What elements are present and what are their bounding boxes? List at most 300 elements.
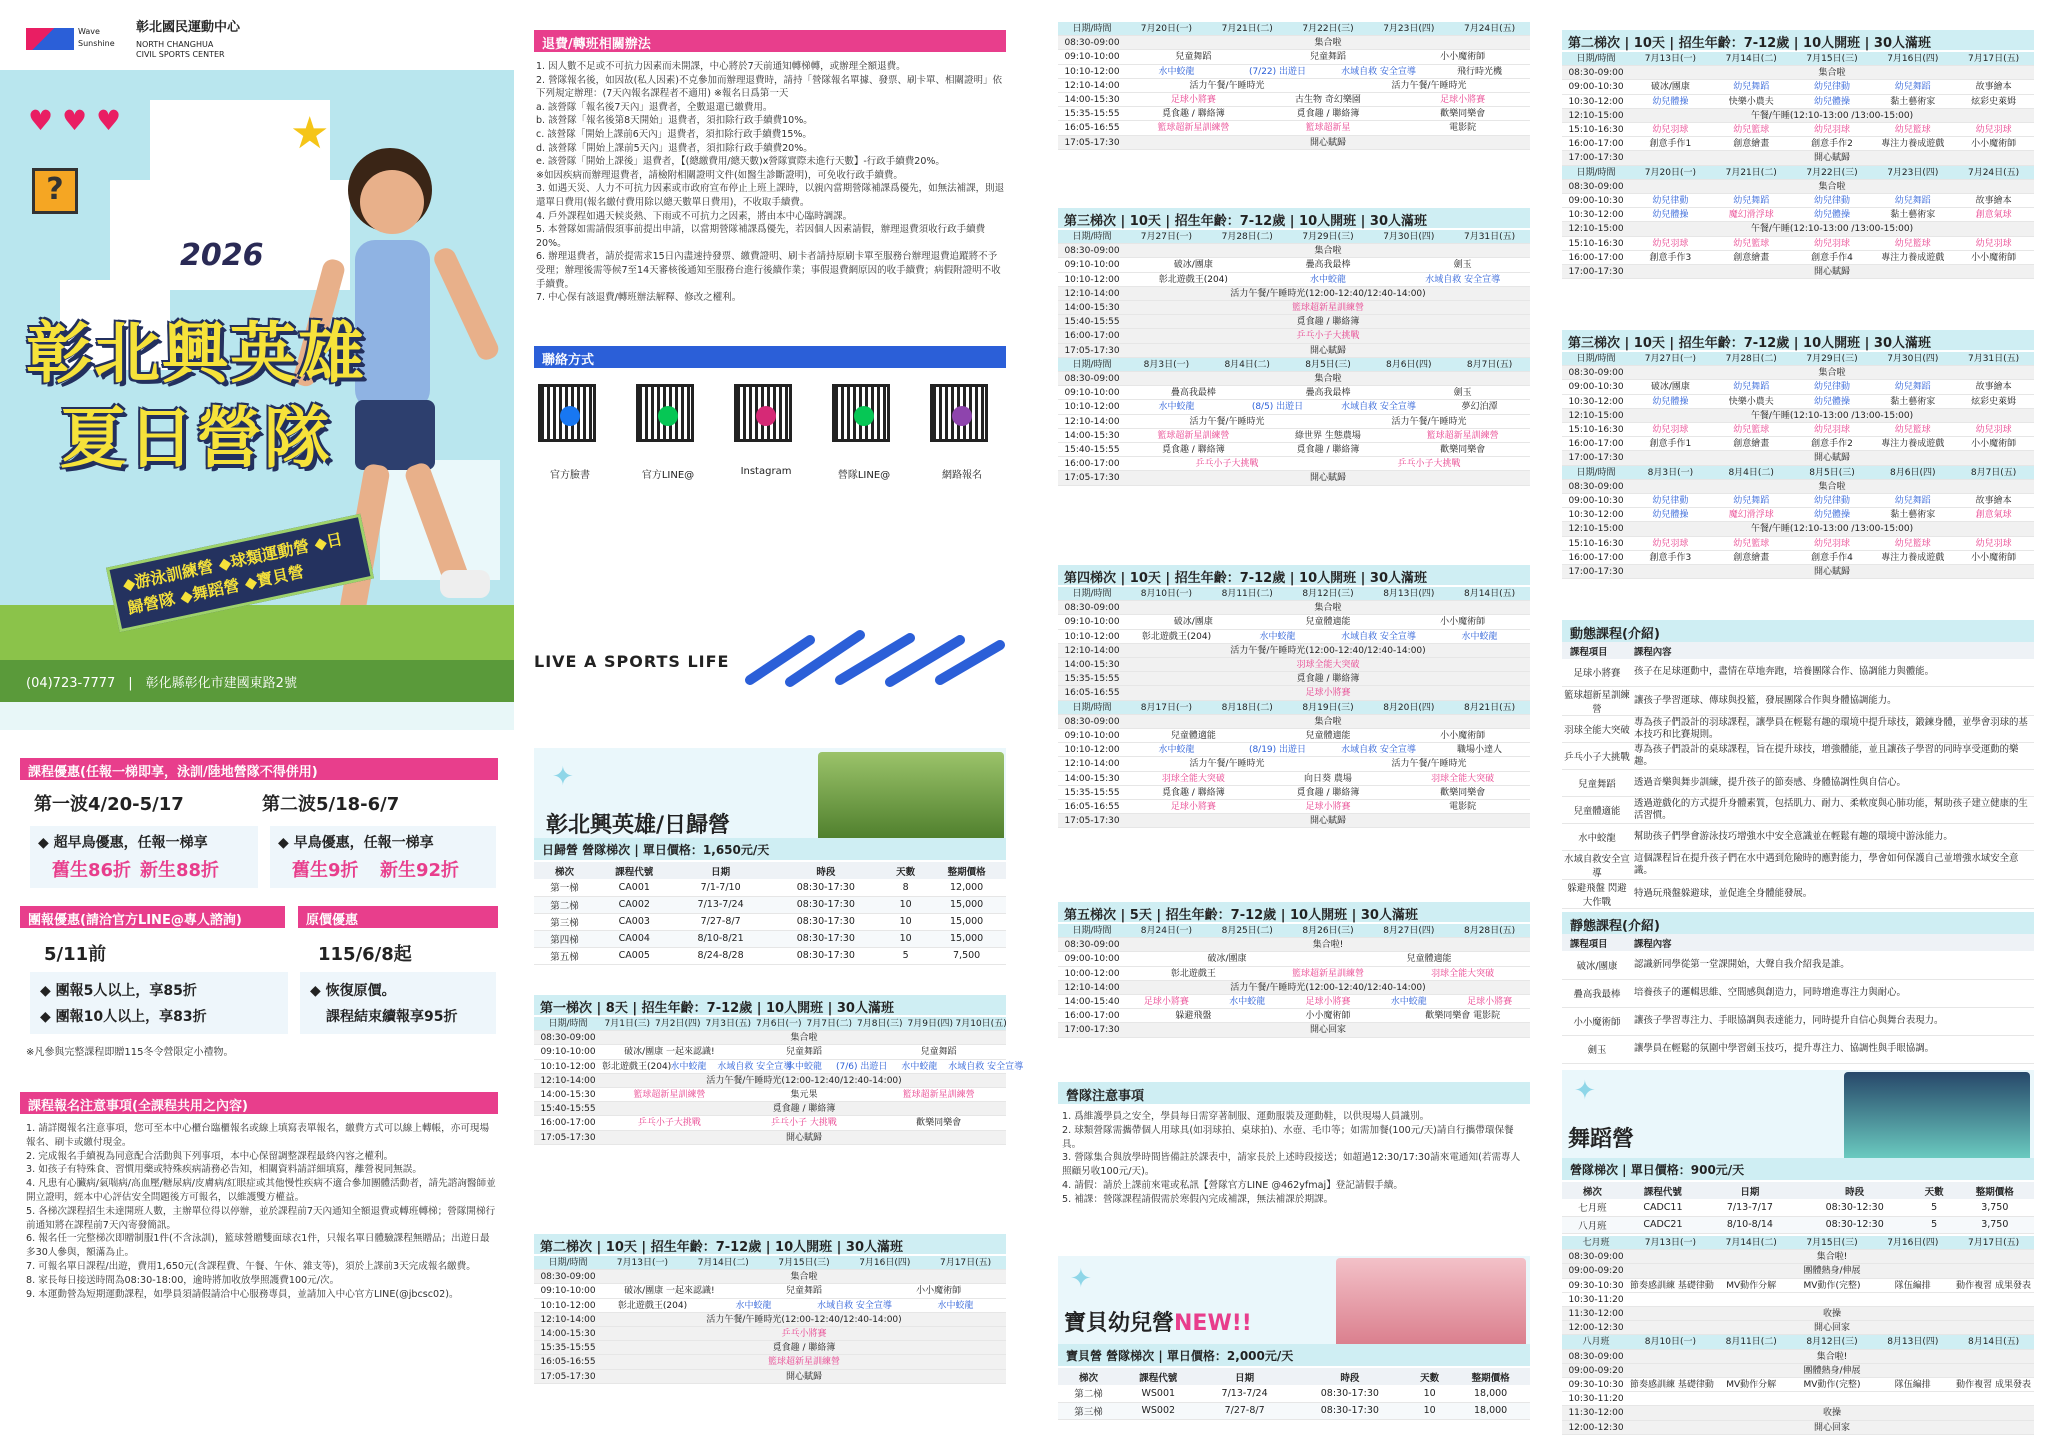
table-row — [534, 913, 1006, 930]
activity-cell: 小小魔術師 — [1971, 252, 2017, 263]
time-cell: 16:00-17:00 — [1064, 459, 1120, 470]
table-cell: 08:30-17:30 — [796, 899, 855, 910]
activity-cell: 專注力養成遊戲 — [1881, 439, 1945, 450]
schedule-row — [1562, 95, 2034, 109]
schedule-row — [1058, 772, 1530, 786]
time-cell: 14:00-15:30 — [1064, 95, 1120, 105]
poster-year: 2026 — [180, 238, 264, 273]
table-cell: 7/13-7/24 — [697, 899, 744, 910]
schedule-header-row — [534, 1256, 1006, 1270]
activity-cell: 創意繪畫 — [1733, 252, 1770, 263]
early-new: 新生92折 — [380, 860, 460, 881]
schedule-row — [1058, 967, 1530, 981]
time-cell: 08:30-09:00 — [1568, 1252, 1624, 1263]
early-bird-old: 舊生86折 — [52, 860, 132, 881]
table-row — [1562, 769, 2034, 796]
schedule-header-row — [1562, 466, 2034, 480]
schedule-header-row — [1562, 52, 2034, 66]
table-cell: 3,750 — [1981, 1219, 2009, 1230]
time-cell: 08:30-09:00 — [1568, 481, 1624, 492]
header-cell: 7月31日(五) — [1967, 354, 2020, 364]
activity-cell: 彰北遊戲王(204) — [1158, 274, 1228, 285]
refund-item: 2. 營隊報名後，如因故(私人因素)不克參加而辦理退費時，請持「營隊報名單據、發票、刷卡單、相關證明」依下列規定辦理：(7天內報名課程者不適用) ※報名日爲第一天 — [536, 74, 1002, 100]
activity-cell: 水中蛟龍 — [1309, 274, 1346, 285]
table-row — [1562, 715, 2034, 742]
time-cell: 15:40-15:55 — [1064, 445, 1120, 455]
dance-camp-table — [1562, 1182, 2034, 1234]
brush-stroke-decoration — [740, 620, 1010, 690]
early-old: 舊生9折 — [292, 860, 359, 881]
poster-title-line2: 夏日營隊 — [60, 400, 332, 477]
course-table — [1562, 642, 2034, 909]
schedule-row — [1562, 208, 2034, 222]
activity-cell: 籃球超新星訓練營 — [1291, 968, 1364, 979]
header-cell: 8月7日(五) — [1466, 359, 1513, 370]
activity-cell: 足球小將賽 — [1305, 802, 1351, 812]
table-cell: 7/27-8/7 — [1224, 1405, 1265, 1416]
activity-cell: 破冰/團康 — [1650, 382, 1690, 393]
header-cell: 日期/時間 — [548, 1019, 588, 1029]
activity-cell: 歡樂同樂會 — [1440, 445, 1486, 455]
header-cell: 7月7日(二) — [806, 1019, 852, 1029]
activity-cell: 幼兒律動 — [1813, 382, 1850, 393]
time-cell: 09:30-10:30 — [1568, 1380, 1624, 1390]
activity-cell: 幼兒舞蹈 — [1733, 82, 1770, 93]
header-cell: 7月21日(二) — [1221, 24, 1273, 34]
time-cell: 12:10-14:00 — [1064, 645, 1120, 656]
course-name: 水域自救安全宣導 — [1564, 853, 1630, 879]
header-cell: 8月10日(一) — [1644, 1337, 1696, 1348]
course-desc: 特過玩飛盤躲避球，並促進全身體能發展。 — [1634, 887, 1813, 899]
activity-cell: 創意手作4 — [1811, 252, 1853, 263]
activity-cell: 水域自救 安全宣導 — [717, 1061, 793, 1072]
course-desc: 讓孩子學習運球、傳球與投籃，發展團隊合作與身體協調能力。 — [1634, 694, 1897, 706]
column-header: 時段 — [1845, 1186, 1865, 1198]
schedule-row — [1562, 151, 2034, 165]
schedule-row — [1058, 400, 1530, 414]
header-cell: 7月13日(一) — [1644, 54, 1696, 64]
activity-cell: 午餐/午睡(12:10-13:00 /13:00-15:00) — [1750, 224, 1914, 235]
header-cell: 7月20日(一) — [1644, 167, 1696, 178]
phone-number: (04)723-7777 — [26, 676, 116, 691]
time-cell: 08:30-09:00 — [540, 1033, 596, 1044]
schedule-row — [1058, 672, 1530, 686]
schedule-row — [534, 1088, 1006, 1102]
new-badge: NEW!! — [1174, 1311, 1252, 1336]
registration-header: 課程報名注意事項(全課程共用之內容) — [20, 1092, 498, 1114]
schedule-row — [1562, 480, 2034, 494]
heart-icon: ♥ — [28, 104, 54, 137]
course-desc: 讓學員在輕鬆的氛圍中學習劍玉技巧，提升專注力、協調性與手眼協調。 — [1634, 1043, 1935, 1054]
activity-cell: 集合啦 — [790, 1272, 818, 1283]
activity-cell: 兒童舞蹈 — [785, 1286, 822, 1297]
time-cell: 14:00-15:40 — [1064, 997, 1120, 1007]
early-bird-new: 新生88折 — [140, 860, 220, 881]
activity-cell: MV動作(完整) — [1803, 1380, 1861, 1390]
table-cell: 08:30-17:30 — [796, 916, 855, 927]
activity-cell: 幼兒籃球 — [1894, 425, 1931, 435]
activity-cell: 籃球超新星訓練營 — [902, 1090, 975, 1100]
baby-schedule-batch2 — [1562, 30, 2034, 310]
header-cell: 7月24日(五) — [1463, 24, 1516, 34]
course-name: 疊高我最棒 — [1573, 989, 1621, 1000]
schedule-row — [1562, 194, 2034, 208]
activity-cell: 水域自救 安全宣導 — [817, 1300, 892, 1311]
activity-cell: 覓食趣 / 聯絡簿 — [1296, 317, 1360, 328]
activity-cell: 幼兒舞蹈 — [1733, 382, 1770, 393]
registration-item: 5. 各梯次課程招生未達開班人數，主辦單位得以停辦，並於課程前7天內通知全額退費或轉班轉梯；營隊開梯行前通知將在課程前7天內寄發簡訊。 — [26, 1205, 496, 1231]
schedule-row — [1058, 93, 1530, 107]
header-cell: 7月14日(二) — [1725, 54, 1777, 64]
activity-cell: 幼兒舞蹈 — [1894, 196, 1931, 206]
time-cell: 10:10-12:00 — [1064, 274, 1120, 285]
time-cell: 16:00-17:00 — [1064, 1011, 1120, 1022]
header-cell: 7月14日(二) — [697, 1258, 749, 1268]
activity-cell: MV動作(完整) — [1803, 1280, 1861, 1291]
group-10: ◆ 團報10人以上，享83折 — [40, 1009, 207, 1025]
schedule-row — [1058, 121, 1530, 135]
refund-item: d. 該營隊「開始上課前5天內」退費者，須扣除行政手續費20%。 — [536, 142, 813, 154]
schedule-row — [1058, 743, 1530, 757]
activity-cell: 劍玉 — [1453, 260, 1472, 271]
schedule-row — [1058, 315, 1530, 329]
time-cell: 10:30-12:00 — [1568, 210, 1624, 221]
table-row — [1562, 742, 2034, 769]
course-name: 躲避飛盤 閃避大作戰 — [1567, 882, 1627, 908]
header-cell: 7月15日(三) — [1806, 1238, 1858, 1248]
schedule-header-row — [1058, 587, 1530, 601]
time-cell: 17:05-17:30 — [540, 1132, 596, 1143]
activity-cell: 足球小將賽 — [1467, 997, 1513, 1007]
time-cell: 10:10-12:00 — [1064, 745, 1120, 756]
activity-cell: 幼兒羽球 — [1652, 238, 1689, 249]
activity-cell: 隊伍編排 — [1894, 1280, 1931, 1291]
header-cell: 7月30日(四) — [1383, 232, 1435, 242]
activity-cell: 開心賦歸 — [1813, 153, 1850, 164]
activity-cell: 疊高我最棒 — [1305, 260, 1351, 271]
activity-cell: 覓食趣 / 聯絡簿 — [1161, 445, 1225, 455]
activity-cell: 集合啦 — [1314, 716, 1342, 727]
header-cell: 日期/時間 — [1072, 589, 1112, 599]
activity-cell: 專注力養成遊戲 — [1881, 552, 1945, 563]
activity-cell: 小小魔術師 — [1305, 1011, 1351, 1022]
schedule-row — [1058, 386, 1530, 400]
activity-cell: 歡樂同樂會 — [1440, 109, 1486, 120]
activity-cell: 幼兒律動 — [1813, 196, 1850, 206]
time-cell: 09:10-10:00 — [1064, 388, 1120, 399]
column-header: 課程內容 — [1634, 646, 1672, 658]
schedule-week3 — [1058, 22, 1530, 197]
time-cell: 17:00-17:30 — [1064, 1025, 1120, 1036]
registration-item: 8. 家長每日接送時間為08:30-18:00，逾時將加收放學照護費100元/次。 — [26, 1274, 340, 1286]
activity-cell: 破冰/團康 一起來認識! — [624, 1286, 715, 1297]
schedule-row — [1058, 244, 1530, 258]
time-cell: 08:30-09:00 — [1064, 716, 1120, 727]
activity-cell: 魔幻滑浮球 — [1728, 510, 1774, 521]
course-desc: 幫助孩子們學會游泳技巧增強水中安全意識並在輕鬆有趣的環境中游泳能力。 — [1634, 830, 1953, 842]
activity-cell: 覓食趣 / 聯絡簿 — [1161, 787, 1225, 798]
original-card — [300, 972, 496, 1034]
org-english-1: NORTH CHANGHUA — [136, 40, 214, 49]
time-cell: 10:30-11:20 — [1568, 1294, 1624, 1305]
activity-cell: 疊高我最棒 — [1170, 388, 1216, 399]
activity-cell: 午餐/午睡(12:10-13:00 /13:00-15:00) — [1750, 110, 1914, 121]
wave1-label: 第一波4/20-5/17 — [34, 794, 184, 815]
activity-cell: 乒乓小將賽 — [781, 1329, 827, 1339]
activity-cell: 集合啦! — [1816, 1351, 1848, 1362]
activity-cell: 覓食趣 / 聯絡簿 — [1296, 109, 1360, 120]
activity-cell: 開心賦歸 — [1309, 137, 1346, 148]
schedule-row — [1058, 36, 1530, 50]
registration-item: 4. 凡患有心臟病/氣喘病/高血壓/糖尿病/皮膚病/紅眼症或其他慢性疾病不適合參加團體活動者，請先諮詢醫師並開立證明，經本中心評估安全問題後方可報名，以維護雙方權益。 — [26, 1178, 496, 1203]
header-cell: 8月7日(五) — [1970, 467, 2017, 478]
activity-cell: 幼兒籃球 — [1894, 238, 1931, 249]
sparkle-icon: ✦ — [1070, 1264, 1092, 1294]
column-header: 日期 — [1235, 1372, 1255, 1384]
refund-item: e. 該營隊「開始上課後」退費者，【(總繳費用/總天數)x營隊實際未進行天數】-行政手續費20%。 — [536, 156, 945, 168]
time-cell: 15:10-16:30 — [1568, 538, 1624, 549]
activity-cell: 水中蛟龍 — [1158, 745, 1195, 756]
activity-cell: 覓食趣 / 聯絡簿 — [1296, 787, 1360, 798]
registration-item: 1. 請詳閱報名注意事項，您可至本中心櫃台臨櫃報名或線上填寫表單報名，繳費方式可以線上轉帳，亦可現場報名、刷卡或繳付現金。 — [26, 1123, 490, 1148]
time-cell: 17:00-17:30 — [1568, 567, 1624, 577]
activity-cell: 兒童體適能 — [1305, 731, 1351, 741]
activity-cell: 隊伍編排 — [1894, 1380, 1931, 1390]
table-cell: 10 — [899, 916, 912, 927]
activity-cell: 小小魔術師 — [1971, 552, 2017, 563]
course-name: 水中蛟龍 — [1578, 832, 1616, 844]
header-cell: 日期/時間 — [1576, 467, 1616, 478]
table-cell: 7/1-7/10 — [700, 881, 741, 893]
registration-list — [26, 1122, 498, 1301]
activity-cell: 水域自救 安全宣導 — [948, 1061, 1024, 1072]
header-cell: 7月15日(三) — [1806, 54, 1858, 64]
activity-cell: 午餐/午睡(12:10-13:00 /13:00-15:00) — [1750, 410, 1914, 421]
table-header-row — [1562, 1182, 2034, 1199]
header-cell: 7月2日(四) — [655, 1019, 701, 1029]
activity-cell: 開心回家 — [1309, 1025, 1346, 1036]
table-cell: 第四梯 — [550, 934, 579, 946]
refund-header: 退費/轉班相關辦法 — [534, 30, 1006, 52]
dance-schedule — [1562, 1236, 2034, 1436]
activity-cell: 幼兒體操 — [1813, 510, 1850, 521]
time-cell: 11:30-12:00 — [1568, 1309, 1624, 1319]
org-english-2: CIVIL SPORTS CENTER — [136, 50, 225, 59]
schedule-row — [1058, 729, 1530, 743]
activity-cell: 水中蛟龍 — [901, 1061, 938, 1072]
table-cell: WS002 — [1141, 1405, 1176, 1416]
table-cell: 15,000 — [949, 899, 984, 910]
activity-cell: 創意繪畫 — [1733, 139, 1770, 150]
activity-cell: 小小魔術師 — [916, 1286, 962, 1297]
time-cell: 15:35-15:55 — [1064, 109, 1120, 120]
activity-cell: 創意手作2 — [1811, 439, 1853, 450]
refund-item: a. 該營隊「報名後7天內」退費者，全數退還已繳費用。 — [536, 101, 773, 113]
header-cell: 8月6日(四) — [1386, 359, 1432, 370]
camp-notes-list — [1062, 1110, 1528, 1207]
activity-cell: 幼兒羽球 — [1652, 125, 1689, 135]
heart-icon: ♥ — [62, 104, 88, 137]
schedule-row — [1058, 329, 1530, 343]
table-header-row — [534, 862, 1006, 879]
activity-cell: 創意手作2 — [1811, 139, 1853, 150]
header-cell: 7月27日(一) — [1140, 232, 1192, 242]
activity-cell: 活力午餐/午睡時光 — [1189, 759, 1265, 770]
contact-header: 聯絡方式 — [534, 346, 1006, 368]
header-cell: 7月31日(五) — [1463, 232, 1516, 242]
activity-cell: 收操 — [1822, 1309, 1841, 1319]
time-cell: 12:10-14:00 — [1064, 416, 1120, 427]
header-cell: 8月12日(三) — [1302, 589, 1354, 599]
activity-cell: 幼兒籃球 — [1733, 125, 1770, 135]
registration-item: 2. 完成報名手續視為同意配合活動與下列事項，本中心保留調整課程最終內容之權利。 — [26, 1150, 394, 1162]
activity-cell: 足球小將賽 — [1305, 688, 1351, 699]
activity-cell: 快樂小農夫 — [1728, 96, 1774, 107]
header-cell: 日期/時間 — [548, 1258, 588, 1268]
poster-title-line1: 彰北興英雄 — [26, 315, 366, 392]
activity-cell: 小小魔術師 — [1971, 139, 2017, 150]
table-cell: 10 — [899, 899, 912, 910]
table-header-row — [1058, 1368, 1530, 1385]
day-camp-table — [534, 862, 1006, 965]
time-cell: 12:10-14:00 — [540, 1314, 596, 1325]
header-cell: 7月27日(一) — [1644, 354, 1696, 364]
static-courses-header: 靜態課程(介紹) — [1562, 912, 2034, 934]
qr-label: 網路報名 — [942, 470, 982, 481]
pixel-ground — [0, 605, 514, 660]
table-cell: CADC11 — [1643, 1201, 1683, 1213]
schedule-row — [1562, 508, 2034, 522]
table-cell: 08:30-17:30 — [1320, 1387, 1379, 1399]
time-cell: 16:00-17:00 — [1568, 439, 1624, 450]
column-header: 課程代號 — [615, 866, 654, 878]
activity-cell: 幼兒羽球 — [1652, 425, 1689, 435]
time-cell: 17:05-17:30 — [1064, 137, 1120, 148]
baby-camp-title — [1064, 1306, 1252, 1337]
activity-cell: 籃球超新星訓練營 — [767, 1357, 840, 1368]
sparkle-icon: ✦ — [1574, 1076, 1596, 1106]
activity-cell: 幼兒體操 — [1813, 396, 1850, 407]
header-cell: 8月25日(二) — [1221, 926, 1273, 936]
static-courses-table — [1562, 934, 2034, 1064]
schedule-row — [1058, 952, 1530, 966]
activity-cell: 集合啦! — [1816, 1252, 1848, 1263]
column-header: 時段 — [816, 866, 836, 878]
column-header: 整期價格 — [947, 866, 986, 878]
activity-cell: 足球小將賽 — [1170, 802, 1216, 812]
activity-cell: 彰北遊戲王(204) — [602, 1061, 672, 1072]
time-cell: 11:30-12:00 — [1568, 1408, 1624, 1419]
schedule-row — [1058, 601, 1530, 615]
course-desc: 培養孩子的邏輯思維、空間感與創造力，同時增進專注力與耐心。 — [1634, 987, 1906, 998]
activity-cell: 炫彩史萊姆 — [1971, 96, 2017, 107]
time-cell: 10:30-12:00 — [1568, 96, 1624, 107]
time-cell: 16:05-16:55 — [540, 1357, 596, 1368]
time-cell: 15:35-15:55 — [540, 1343, 596, 1354]
course-desc: 讓孩子學習專注力、手眼協調與表達能力，同時提升自信心與舞台表現力。 — [1634, 1015, 1944, 1026]
time-cell: 09:10-10:00 — [540, 1047, 596, 1058]
schedule-row — [1562, 1406, 2034, 1420]
table-cell: 5 — [1931, 1201, 1938, 1213]
activity-cell: 活力午餐/午睡時光 — [1189, 416, 1265, 427]
column-header: 課程代號 — [1139, 1372, 1178, 1384]
qr-label: Instagram — [740, 466, 792, 477]
schedule-batch4 — [1058, 565, 1530, 895]
activity-cell: 覓食趣 / 聯絡簿 — [772, 1104, 836, 1115]
activity-cell: 破冰/團康 一起來認識! — [624, 1047, 715, 1058]
table-cell: 第三梯 — [550, 917, 579, 929]
orig-2: 課程結束續報享95折 — [326, 1009, 458, 1025]
activity-cell: 幼兒籃球 — [1733, 425, 1770, 435]
refund-item: 1. 因人數不足或不可抗力因素而未開課，中心將於7天前通知轉梯轉，或辦理全額退費。 — [536, 61, 906, 72]
time-cell: 08:30-09:00 — [1568, 181, 1624, 192]
time-cell: 09:10-10:00 — [1064, 260, 1120, 271]
table-cell: 7/13-7/24 — [1221, 1387, 1268, 1399]
qr-label: 營隊LINE@ — [837, 470, 891, 481]
header-cell: 日期/時間 — [1072, 926, 1112, 936]
baby-title-text: 寶貝幼兒營 — [1064, 1311, 1175, 1336]
schedule-row — [1562, 251, 2034, 265]
activity-cell: 乒乓小子大挑戰 — [637, 1118, 701, 1129]
schedule-row — [1562, 551, 2034, 565]
table-header-row — [1562, 642, 2034, 659]
header-cell: 8月12日(三) — [1806, 1337, 1858, 1348]
schedule-row — [1562, 265, 2034, 279]
group-5: ◆ 團報5人以上，享85折 — [40, 983, 197, 999]
schedule-row — [1058, 630, 1530, 644]
activity-cell: 動作複習 成果發表 — [1956, 1280, 2032, 1291]
header-cell: 7月16日(四) — [859, 1258, 911, 1268]
time-cell: 17:00-17:30 — [1568, 267, 1624, 277]
activity-cell: 小小魔術師 — [1440, 731, 1486, 741]
schedule-row — [534, 1299, 1006, 1313]
table-cell: 八月班 — [1578, 1220, 1607, 1232]
activity-cell: 團體熱身/伸展 — [1803, 1365, 1861, 1376]
table-cell: 15,000 — [949, 933, 984, 944]
activity-cell: 水域自救 安全宣導 — [1425, 274, 1501, 285]
activity-cell: 籃球超新星訓練營 — [1157, 430, 1230, 441]
activity-cell: 籃球超新星 — [1305, 123, 1351, 134]
refund-item: 3. 如遇天災、人力不可抗力因素或市政府宣布停止上班上課時，以親內當期營隊補課爲優先，如無法補課，則退還單日費用(報名繳付費用除以總天數單日費用)，不收取手續費。 — [536, 183, 1005, 208]
schedule-row — [1058, 981, 1530, 995]
table-cell: 12,000 — [949, 881, 984, 893]
column-header: 課程內容 — [1634, 938, 1672, 950]
activity-cell: 兒童舞蹈 — [1309, 52, 1346, 63]
schedule-row — [534, 1341, 1006, 1355]
table-cell: 18,000 — [1473, 1405, 1508, 1416]
activity-cell: 籃球超新星訓練營 — [633, 1090, 706, 1100]
early-bird-label: ◆ 超早鳥優惠，任報一梯享 — [38, 835, 208, 851]
schedule-row — [1058, 301, 1530, 315]
header-cell: 日期/時間 — [1072, 232, 1112, 242]
activity-cell: 創意繪畫 — [1733, 439, 1770, 450]
table-cell: 7/13-7/17 — [1726, 1201, 1773, 1213]
table-cell: CA002 — [618, 899, 650, 910]
activity-cell: 幼兒籃球 — [1894, 125, 1931, 135]
header-cell: 日期/時間 — [1072, 24, 1112, 34]
activity-cell: 覓食趣 / 聯絡簿 — [1161, 109, 1225, 120]
schedule-title: 第五梯次 | 5天 | 招生年齡：7-12歲 | 10人開班 | 30人滿班 — [1058, 902, 1530, 922]
activity-cell: 向日葵 農場 — [1304, 773, 1352, 784]
column-header: 課程項目 — [1570, 646, 1608, 658]
activity-cell: 午餐/午睡(12:10-13:00 /13:00-15:00) — [1750, 524, 1914, 535]
schedule-row — [1058, 50, 1530, 64]
schedule-row — [1562, 109, 2034, 123]
header-cell: 7月17日(五) — [1967, 54, 2020, 64]
header-cell: 7月17日(五) — [1967, 1238, 2020, 1248]
schedule-row — [1058, 107, 1530, 121]
time-cell: 15:40-15:55 — [1064, 317, 1120, 328]
